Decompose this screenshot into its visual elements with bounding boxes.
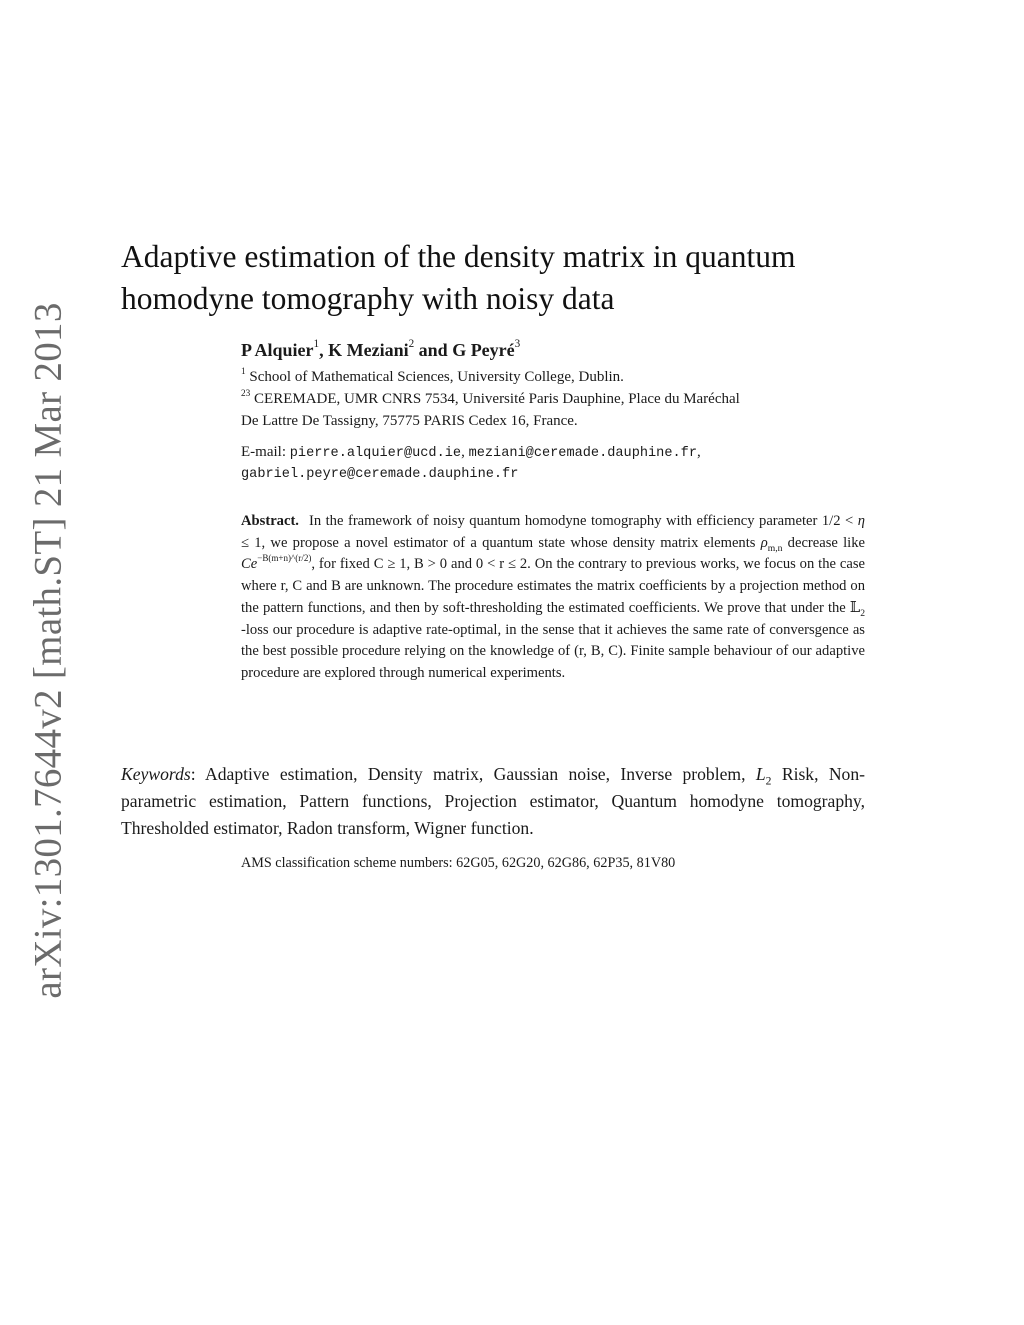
affiliation-1 xyxy=(241,366,624,386)
abstract-text: -loss our procedure is adaptive rate-optimal, in the sense that it achieves the same rate of conversgence as the best possible procedure relying on the knowledge of (r, B, C). Finite sample behaviour of our adaptive procedure are explored through numerical experiments. xyxy=(241,621,865,681)
keywords-colon: : xyxy=(190,764,196,784)
arxiv-stamp xyxy=(18,301,78,999)
math-l2: L xyxy=(755,764,766,784)
author-2-sup: 2 xyxy=(408,338,415,351)
keywords-label: Keywords xyxy=(121,764,191,784)
email-meziani[interactable]: meziani@ceremade.dauphine.fr xyxy=(468,446,697,461)
affiliation-2-cont: De Lattre De Tassigny, 75775 PARIS Cedex 16, France. xyxy=(241,413,578,429)
author-list xyxy=(241,340,520,361)
paper-title: Adaptive estimation of the density matrix in quantum homodyne tomography with noisy data xyxy=(121,239,796,316)
email-line xyxy=(241,444,701,461)
author-1-sup: 1 xyxy=(313,338,320,351)
author-separator: and xyxy=(414,340,453,360)
affiliation-1-text: School of Mathematical Sciences, University College, Dublin. xyxy=(245,369,624,385)
keywords xyxy=(121,761,865,842)
math-rho-sub: m,n xyxy=(767,542,783,554)
math-rho: ρ xyxy=(760,534,768,551)
math-l2-sub: 2 xyxy=(765,774,772,788)
abstract-text: decrease like xyxy=(782,534,866,551)
author-2: K Meziani xyxy=(328,340,409,360)
keywords-text: Adaptive estimation, Density matrix, Gaussian noise, Inverse problem, xyxy=(195,764,756,784)
email-peyre[interactable]: gabriel.peyre@ceremade.dauphine.fr xyxy=(241,467,519,482)
affiliation-1-sup: 1 xyxy=(241,366,246,377)
email-label: E-mail: xyxy=(241,444,290,460)
arxiv-stamp-text: arXiv:1301.7644v2 [math.ST] 21 Mar 2013 xyxy=(26,301,70,999)
email-alquier[interactable]: pierre.alquier@ucd.ie xyxy=(289,446,462,461)
ams-classification: AMS classification scheme numbers: 62G05, 62G20, 62G86, 62P35, 81V80 xyxy=(241,855,676,871)
email-line-2 xyxy=(241,465,518,482)
abstract-text: In the framework of noisy quantum homodyne tomography with efficiency parameter 1/2 < xyxy=(308,513,858,529)
affiliation-2-text: CEREMADE, UMR CNRS 7534, Université Paris Dauphine, Place du Maréchal xyxy=(250,391,740,407)
email-separator: , xyxy=(461,444,469,460)
math-l2-sub: 2 xyxy=(860,607,865,619)
email-separator: , xyxy=(696,444,701,460)
affiliation-2 xyxy=(241,388,740,408)
affiliation-2-sup: 23 xyxy=(241,388,251,399)
author-1: P Alquier xyxy=(241,340,314,360)
abstract-text: ≤ 1, we propose a novel estimator of a quantum state whose density matrix elements xyxy=(241,534,761,551)
abstract-text: , for fixed C ≥ 1, B > 0 and 0 < r ≤ 2. On the contrary to previous works, we focus on the case where r, C and B are unknown. The procedure estimates the matrix coefficients by a projection method on the pattern functions, and then by soft-thresholding the estimated coefficients. We prove that under the xyxy=(241,556,865,616)
abstract-label: Abstract. xyxy=(241,513,299,529)
author-3-sup: 3 xyxy=(514,338,521,351)
abstract xyxy=(241,511,865,685)
author-separator: , xyxy=(319,340,329,360)
author-3: G Peyré xyxy=(452,340,515,360)
math-ce: Ce xyxy=(241,556,258,573)
math-l2: 𝕃 xyxy=(849,599,861,616)
math-eta: η xyxy=(857,513,865,529)
math-ce-exponent: −B(m+n)^(r/2) xyxy=(257,553,312,564)
keywords-text: Risk, Non-parametric estimation, Pattern functions, Projection estimator, Quantum homodyne tomography, Thresholded estimator, Radon transform, Wigner function. xyxy=(121,764,866,838)
